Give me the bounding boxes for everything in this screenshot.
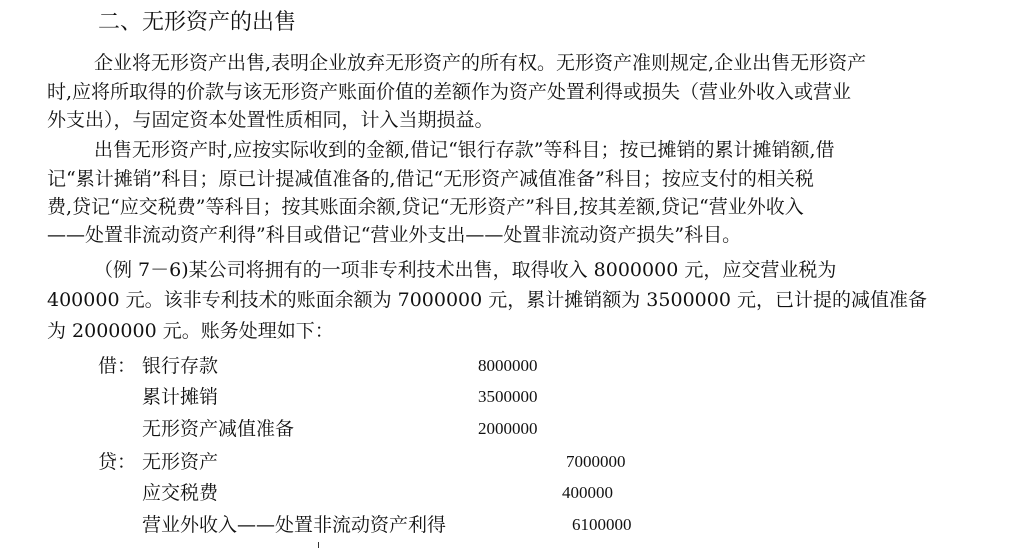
credit-amount: 6100000 (572, 515, 632, 534)
paragraph-line: 企业将无形资产出售,表明企业放弃无形资产的所有权。无形资产准则规定,企业出售无形资产 (94, 52, 867, 74)
debit-account: 无形资产减值准备 (142, 418, 295, 440)
paragraph-line: 记“累计摊销”科目；原已计提减值准备的,借记“无形资产减值准备”科目；按应支付的相关税 (47, 168, 814, 190)
section-heading: 二、无形资产的出售 (98, 10, 297, 35)
credit-account: 无形资产 (142, 451, 219, 473)
credit-amount: 400000 (562, 483, 613, 502)
debit-amount: 8000000 (478, 356, 538, 375)
paragraph-line: ——处置非流动资产利得”科目或借记“营业外支出——处置非流动资产损失”科目。 (47, 224, 742, 246)
debit-amount: 2000000 (478, 419, 538, 438)
debit-account: 银行存款 (142, 355, 219, 377)
paragraph-line: （例 7－6)某公司将拥有的一项非专利技术出售，取得收入 8000000 元，应交营业税为 (94, 259, 837, 281)
paragraph-line: 费,贷记“应交税费”等科目；按其账面余额,贷记“无形资产”科目,按其差额,贷记“营业外收入 (47, 196, 804, 218)
paragraph-line: 出售无形资产时,应按实际收到的金额,借记“银行存款”等科目；按已摊销的累计摊销额,借 (94, 139, 835, 161)
debit-account: 累计摊销 (142, 386, 219, 408)
credit-account: 应交税费 (142, 482, 219, 504)
paragraph-line: 时,应将所取得的价款与该无形资产账面价值的差额作为资产处置利得或损失（营业外收入或营业 (47, 81, 852, 103)
paragraph-line: 为 2000000 元。账务处理如下： (47, 320, 334, 342)
debit-label: 借： (98, 355, 137, 377)
credit-account: 营业外收入——处置非流动资产利得 (142, 514, 447, 536)
credit-amount: 7000000 (566, 452, 626, 471)
stray-mark (318, 542, 319, 548)
credit-label: 贷： (98, 451, 137, 473)
paragraph-line: 400000 元。该非专利技术的账面余额为 7000000 元，累计摊销额为 3500000 元，已计提的减值准备 (47, 289, 927, 311)
debit-amount: 3500000 (478, 387, 538, 406)
paragraph-line: 外支出），与固定资本处置性质相同，计入当期损益。 (47, 109, 494, 131)
